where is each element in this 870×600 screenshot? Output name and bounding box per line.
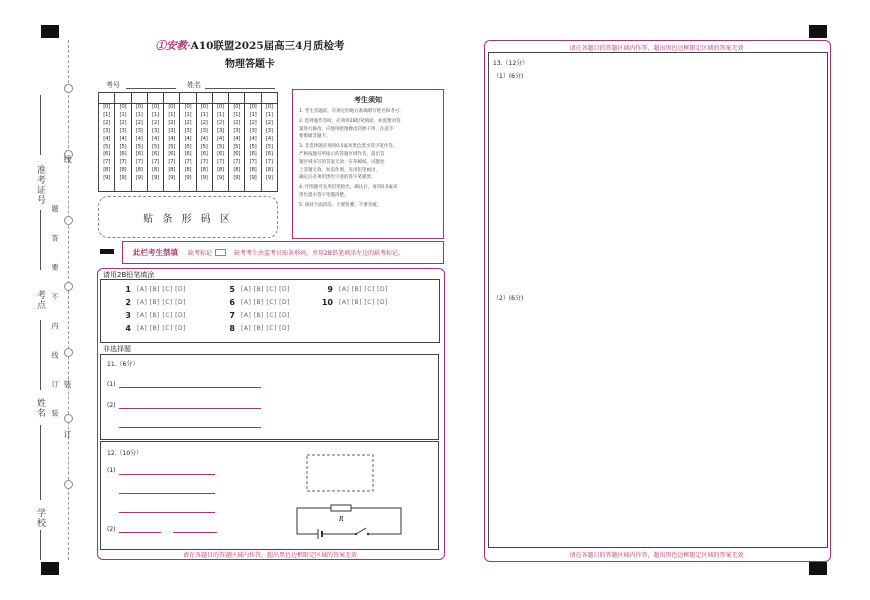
left-footer-warning: 请在各题目的答题区域内作答，超出黑色边框限定区域的答案无效 bbox=[182, 552, 357, 559]
grid-digit-bubble[interactable]: [5] bbox=[135, 143, 143, 150]
grid-write-cell[interactable] bbox=[99, 93, 114, 104]
side-exam-site-label: 考点 bbox=[35, 290, 45, 310]
grid-digit-bubble[interactable]: [3] bbox=[233, 127, 241, 134]
grid-digit-bubble[interactable]: [9] bbox=[184, 175, 192, 182]
grid-digit-bubble[interactable]: [6] bbox=[135, 151, 143, 158]
mc-option-bubbles[interactable]: [A] [B] [C] [D] bbox=[241, 286, 290, 293]
exam-notes bbox=[292, 89, 444, 239]
notes-line: 黑色墨水签字笔描清楚。 bbox=[299, 192, 349, 198]
grid-write-cell[interactable] bbox=[213, 93, 228, 104]
notes-title: 考生须知 bbox=[354, 96, 382, 104]
grid-digit-bubble[interactable]: [0] bbox=[103, 104, 110, 110]
grid-digit-bubble[interactable]: [0] bbox=[249, 104, 257, 110]
circuit-dashed-box bbox=[307, 455, 373, 491]
grid-digit-bubble[interactable]: [9] bbox=[168, 175, 176, 182]
grid-digit-bubble[interactable]: [0] bbox=[168, 104, 176, 110]
grid-digit-bubble[interactable]: [3] bbox=[200, 127, 208, 134]
notes-line: 2. 选择题作答时，必须用2B铅笔填涂，如需要对答 bbox=[299, 118, 401, 124]
grid-digit-bubble[interactable]: [0] bbox=[233, 104, 241, 110]
grid-digit-bubble[interactable]: [8] bbox=[168, 167, 176, 174]
grid-digit-bubble[interactable]: [2] bbox=[103, 119, 110, 126]
mc-question-number: 3 bbox=[125, 311, 131, 320]
grid-digit-bubble[interactable]: [7] bbox=[184, 159, 192, 166]
binding-hole bbox=[64, 348, 73, 357]
grid-digit-bubble[interactable]: [8] bbox=[200, 167, 208, 174]
grid-digit-bubble[interactable]: [1] bbox=[119, 111, 127, 118]
grid-digit-bubble[interactable]: [6] bbox=[184, 151, 192, 158]
grid-digit-bubble[interactable]: [1] bbox=[217, 111, 224, 118]
card-title: 物理答题卡 bbox=[225, 59, 275, 70]
grid-digit-bubble[interactable]: [6] bbox=[119, 151, 127, 158]
exam-no-label: 考号 bbox=[106, 81, 120, 89]
mc-question-number: 8 bbox=[229, 324, 235, 333]
grid-column bbox=[245, 93, 261, 191]
exam-no-line[interactable] bbox=[126, 88, 176, 89]
notes-line: 题区域书写的答案无效；在草稿纸、试题卷 bbox=[299, 159, 385, 165]
grid-digit-bubble[interactable]: [8] bbox=[265, 167, 273, 174]
mc-option-bubbles[interactable]: [A] [B] [C] [D] bbox=[241, 325, 290, 332]
name-label: 姓名 bbox=[187, 81, 201, 89]
mc-question-3 bbox=[119, 311, 186, 320]
notes-line: 4. 作图题可先用铅笔绘出，确认后，再用0.5毫米 bbox=[299, 185, 398, 191]
grid-digit-bubble[interactable]: [3] bbox=[265, 127, 273, 134]
side-line-char: 线 bbox=[63, 155, 72, 164]
grid-digit-bubble[interactable]: [7] bbox=[200, 159, 208, 166]
grid-digit-bubble[interactable]: [4] bbox=[152, 135, 159, 142]
mc-question-number: 10 bbox=[321, 298, 333, 307]
q11-answer-line[interactable] bbox=[119, 387, 261, 388]
grid-digit-bubble[interactable]: [8] bbox=[217, 167, 224, 174]
side-binding-char: 装 bbox=[63, 380, 72, 389]
circuit-wire bbox=[351, 508, 401, 534]
side-staple-char: 订 bbox=[63, 430, 72, 439]
grid-digit-bubble[interactable]: [4] bbox=[249, 135, 257, 142]
notes-list bbox=[293, 108, 443, 210]
circuit-wire bbox=[297, 508, 331, 522]
question-11-box bbox=[100, 354, 439, 440]
grid-digit-bubble[interactable]: [0] bbox=[184, 104, 192, 110]
grid-digit-bubble[interactable]: [6] bbox=[217, 151, 224, 158]
grid-write-cell[interactable] bbox=[245, 93, 260, 104]
mc-option-bubbles[interactable]: [A] [B] [C] [D] bbox=[137, 286, 186, 293]
exam-number-grid[interactable] bbox=[98, 92, 278, 192]
notes-line: 要擦破答题卡。 bbox=[299, 134, 331, 140]
mc-question-6 bbox=[223, 298, 290, 307]
grid-digit-bubble[interactable]: [2] bbox=[184, 119, 192, 126]
grid-write-cell[interactable] bbox=[132, 93, 147, 104]
grid-digit-bubble[interactable]: [9] bbox=[103, 175, 110, 182]
grid-column bbox=[213, 93, 229, 191]
divider bbox=[40, 425, 41, 500]
grid-digit-bubble[interactable]: [7] bbox=[152, 159, 159, 166]
notes-line: 上答题无效。如需作图，先用铅笔画出， bbox=[299, 167, 380, 173]
q11-part2-label: (2) bbox=[107, 402, 116, 409]
binding-hole bbox=[64, 216, 73, 225]
notes-line: 3. 非选择题必须用0.5毫米黑色墨水签字笔作答。 bbox=[299, 144, 398, 150]
grid-digit-bubble[interactable]: [8] bbox=[184, 167, 192, 174]
grid-digit-bubble[interactable]: [7] bbox=[168, 159, 176, 166]
mc-question-10 bbox=[321, 298, 388, 307]
grid-digit-bubble[interactable]: [3] bbox=[168, 127, 176, 134]
side-exam-no-label: 准考证号 bbox=[35, 165, 45, 205]
grid-digit-bubble[interactable]: [1] bbox=[233, 111, 241, 118]
registration-mark bbox=[41, 562, 59, 575]
q12-part2-label: (2) bbox=[107, 526, 116, 533]
mc-question-7 bbox=[223, 311, 290, 320]
mc-option-bubbles[interactable]: [A] [B] [C] [D] bbox=[241, 312, 290, 319]
grid-digit-bubble[interactable]: [9] bbox=[249, 175, 257, 182]
q12-answer-line[interactable] bbox=[119, 512, 215, 513]
grid-column bbox=[180, 93, 196, 191]
grid-digit-bubble[interactable]: [9] bbox=[135, 175, 143, 182]
mc-question-2 bbox=[119, 298, 186, 307]
notes-line: 确定后必须用黑色字迹的签字笔描黑。 bbox=[299, 175, 376, 181]
mc-question-1 bbox=[119, 285, 186, 294]
grid-digit-bubble[interactable]: [1] bbox=[249, 111, 257, 118]
grid-digit-bubble[interactable]: [3] bbox=[152, 127, 159, 134]
multiple-choice-box bbox=[100, 279, 440, 343]
q13-part2-label: （2）(6分) bbox=[493, 295, 524, 302]
grid-digit-bubble[interactable]: [5] bbox=[103, 143, 110, 150]
switch-pivot bbox=[355, 533, 357, 535]
q11-title: 11.（6分） bbox=[107, 361, 139, 368]
logo: ①安教· bbox=[155, 40, 191, 52]
mc-option-bubbles[interactable]: [A] [B] [C] [D] bbox=[339, 299, 388, 306]
q11-answer-line[interactable] bbox=[119, 408, 261, 409]
grid-digit-bubble[interactable]: [9] bbox=[152, 175, 159, 182]
mc-option-bubbles[interactable]: [A] [B] [C] [D] bbox=[241, 299, 290, 306]
mc-question-number: 7 bbox=[229, 311, 235, 320]
registration-mark bbox=[41, 25, 59, 38]
grid-digit-bubble[interactable]: [3] bbox=[135, 127, 143, 134]
staff-only-banner bbox=[122, 241, 444, 264]
mc-question-number: 5 bbox=[229, 285, 235, 294]
grid-digit-bubble[interactable]: [4] bbox=[103, 135, 110, 142]
grid-digit-bubble[interactable]: [6] bbox=[265, 151, 273, 158]
mc-option-bubbles[interactable]: [A] [B] [C] [D] bbox=[137, 325, 186, 332]
grid-digit-bubble[interactable]: [7] bbox=[233, 159, 241, 166]
side-name-label: 姓名 bbox=[35, 398, 45, 418]
absent-checkbox[interactable] bbox=[215, 249, 226, 256]
grid-digit-bubble[interactable]: [8] bbox=[249, 167, 257, 174]
grid-digit-bubble[interactable]: [5] bbox=[200, 143, 208, 150]
circuit-wire bbox=[297, 522, 318, 534]
q12-answer-line[interactable] bbox=[173, 532, 217, 533]
right-header-warning: 请在各题目的答题区域内作答，超出黑色边框限定区域的答案无效 bbox=[569, 45, 744, 52]
grid-digit-bubble[interactable]: [6] bbox=[168, 151, 176, 158]
divider bbox=[40, 210, 41, 270]
resistor-label: R bbox=[339, 516, 344, 523]
grid-digit-bubble[interactable]: [2] bbox=[265, 119, 273, 126]
divider bbox=[40, 530, 41, 560]
grid-digit-bubble[interactable]: [9] bbox=[233, 175, 241, 182]
grid-digit-bubble[interactable]: [4] bbox=[265, 135, 273, 142]
exam-title-text: A10联盟2025届高三4月质检考 bbox=[190, 40, 345, 52]
grid-digit-bubble[interactable]: [5] bbox=[184, 143, 192, 150]
notes-line: 严格按题号所指示的答题区域作答，超出答 bbox=[299, 151, 385, 157]
grid-digit-bubble[interactable]: [0] bbox=[217, 104, 224, 110]
grid-digit-bubble[interactable]: [2] bbox=[233, 119, 241, 126]
grid-digit-bubble[interactable]: [3] bbox=[249, 127, 257, 134]
grid-column bbox=[148, 93, 164, 191]
grid-digit-bubble[interactable]: [4] bbox=[184, 135, 192, 142]
notes-line: 5. 保持卡面清洁，不要折叠、不要弄破。 bbox=[299, 202, 382, 208]
forbid-label: 此栏考生禁填 bbox=[133, 248, 178, 257]
q12-part1-label: (1) bbox=[107, 467, 116, 474]
mc-question-number: 6 bbox=[229, 298, 235, 307]
grid-digit-bubble[interactable]: [0] bbox=[152, 104, 159, 110]
grid-digit-bubble[interactable]: [2] bbox=[119, 119, 127, 126]
grid-digit-bubble[interactable]: [9] bbox=[217, 175, 224, 182]
grid-digit-bubble[interactable]: [5] bbox=[265, 143, 273, 150]
grid-digit-bubble[interactable]: [5] bbox=[119, 143, 127, 150]
circuit-diagram bbox=[291, 452, 411, 542]
mc-question-number: 1 bbox=[125, 285, 131, 294]
grid-write-cell[interactable] bbox=[115, 93, 130, 104]
grid-column bbox=[164, 93, 180, 191]
question-13-box[interactable] bbox=[488, 52, 828, 548]
grid-digit-bubble[interactable]: [2] bbox=[168, 119, 176, 126]
grid-column bbox=[262, 93, 277, 191]
q13-title: 13.（12分） bbox=[493, 60, 529, 67]
grid-digit-bubble[interactable]: [4] bbox=[233, 135, 241, 142]
mc-question-number: 4 bbox=[125, 324, 131, 333]
grid-digit-bubble[interactable]: [3] bbox=[103, 127, 110, 134]
grid-digit-bubble[interactable]: [2] bbox=[152, 119, 159, 126]
grid-digit-bubble[interactable]: [8] bbox=[135, 167, 143, 174]
binding-hole bbox=[64, 414, 73, 423]
q13-part1-label: （1）(6分) bbox=[493, 73, 524, 80]
grid-digit-bubble[interactable]: [2] bbox=[217, 119, 224, 126]
grid-digit-bubble[interactable]: [9] bbox=[265, 175, 273, 182]
grid-digit-bubble[interactable]: [5] bbox=[152, 143, 159, 150]
mc-question-5 bbox=[223, 285, 290, 294]
grid-digit-bubble[interactable]: [0] bbox=[200, 104, 208, 110]
absent-note: 缺考考生由监考员贴条形码，并用2B铅笔填涂左边的缺考标记。 bbox=[234, 250, 404, 257]
q12-title: 12.（10分） bbox=[107, 450, 143, 457]
mc-question-9 bbox=[321, 285, 388, 294]
grid-digit-bubble[interactable]: [8] bbox=[233, 167, 241, 174]
grid-digit-bubble[interactable]: [6] bbox=[200, 151, 208, 158]
grid-digit-bubble[interactable]: [1] bbox=[103, 111, 110, 118]
grid-digit-bubble[interactable]: [7] bbox=[135, 159, 143, 166]
grid-digit-bubble[interactable]: [4] bbox=[217, 135, 224, 142]
binding-hole bbox=[64, 480, 73, 489]
grid-digit-bubble[interactable]: [1] bbox=[135, 111, 143, 118]
mc-option-bubbles[interactable]: [A] [B] [C] [D] bbox=[137, 299, 186, 306]
divider bbox=[40, 95, 41, 155]
grid-column bbox=[197, 93, 213, 191]
grid-digit-bubble[interactable]: [8] bbox=[152, 167, 159, 174]
exam-title bbox=[130, 38, 370, 53]
grid-digit-bubble[interactable]: [3] bbox=[184, 127, 192, 134]
q11-part1-label: (1) bbox=[107, 381, 116, 388]
grid-column bbox=[229, 93, 245, 191]
binding-hole bbox=[64, 84, 73, 93]
grid-write-cell[interactable] bbox=[229, 93, 244, 104]
mc-question-8 bbox=[223, 324, 290, 333]
grid-digit-bubble[interactable]: [2] bbox=[249, 119, 257, 126]
grid-digit-bubble[interactable]: [5] bbox=[217, 143, 224, 150]
mc-option-bubbles[interactable]: [A] [B] [C] [D] bbox=[137, 312, 186, 319]
grid-column bbox=[99, 93, 115, 191]
grid-digit-bubble[interactable]: [0] bbox=[265, 104, 273, 110]
grid-digit-bubble[interactable]: [9] bbox=[119, 175, 127, 182]
grid-digit-bubble[interactable]: [5] bbox=[249, 143, 257, 150]
registration-mark bbox=[809, 25, 827, 38]
switch-contact bbox=[367, 533, 369, 535]
grid-digit-bubble[interactable]: [6] bbox=[152, 151, 159, 158]
grid-digit-bubble[interactable]: [4] bbox=[200, 135, 208, 142]
barcode-area: 贴 条 形 码 区 bbox=[98, 196, 278, 238]
grid-digit-bubble[interactable]: [1] bbox=[168, 111, 176, 118]
grid-digit-bubble[interactable]: [4] bbox=[119, 135, 127, 142]
grid-digit-bubble[interactable]: [7] bbox=[249, 159, 257, 166]
grid-digit-bubble[interactable]: [6] bbox=[103, 151, 110, 158]
black-marker-bar bbox=[100, 249, 114, 254]
grid-write-cell[interactable] bbox=[197, 93, 212, 104]
q12-answer-line[interactable] bbox=[119, 493, 215, 494]
mc-question-4 bbox=[119, 324, 186, 333]
side-dashed-warning: 题 答 要 不 内 线 订 装 bbox=[51, 205, 59, 427]
grid-digit-bubble[interactable]: [1] bbox=[152, 111, 159, 118]
grid-digit-bubble[interactable]: [9] bbox=[200, 175, 208, 182]
grid-column bbox=[132, 93, 148, 191]
mc-question-number: 9 bbox=[327, 285, 333, 294]
grid-digit-bubble[interactable]: [0] bbox=[119, 104, 127, 110]
grid-digit-bubble[interactable]: [2] bbox=[200, 119, 208, 126]
grid-digit-bubble[interactable]: [5] bbox=[233, 143, 241, 150]
absent-label: 缺考标记 bbox=[188, 250, 213, 257]
grid-digit-bubble[interactable]: [5] bbox=[168, 143, 176, 150]
grid-digit-bubble[interactable]: [1] bbox=[184, 111, 192, 118]
resistor bbox=[331, 505, 351, 511]
grid-digit-bubble[interactable]: [4] bbox=[135, 135, 143, 142]
question-12-box bbox=[100, 441, 439, 550]
grid-digit-bubble[interactable]: [2] bbox=[135, 119, 143, 126]
side-school-label: 学校 bbox=[35, 508, 45, 528]
divider bbox=[40, 320, 41, 390]
grid-digit-bubble[interactable]: [4] bbox=[168, 135, 176, 142]
grid-digit-bubble[interactable]: [8] bbox=[119, 167, 127, 174]
name-line[interactable] bbox=[205, 88, 275, 89]
grid-digit-bubble[interactable]: [1] bbox=[265, 111, 273, 118]
notes-line: 1. 考生答题前，在规定的地方准确填写姓名和考号。 bbox=[299, 109, 404, 114]
grid-digit-bubble[interactable]: [7] bbox=[217, 159, 224, 166]
grid-digit-bubble[interactable]: [0] bbox=[135, 104, 143, 110]
right-footer-warning: 请在各题目的答题区域内作答，超出黑色边框限定区域的答案无效 bbox=[569, 552, 744, 559]
grid-digit-bubble[interactable]: [3] bbox=[119, 127, 127, 134]
grid-column bbox=[115, 93, 131, 191]
binding-hole bbox=[64, 282, 73, 291]
grid-digit-bubble[interactable]: [6] bbox=[249, 151, 257, 158]
switch bbox=[356, 528, 366, 534]
grid-write-cell[interactable] bbox=[164, 93, 179, 104]
mc-option-bubbles[interactable]: [A] [B] [C] [D] bbox=[339, 286, 388, 293]
nonchoice-label: 非选择题 bbox=[103, 345, 131, 353]
grid-digit-bubble[interactable]: [1] bbox=[200, 111, 208, 118]
q12-answer-line[interactable] bbox=[119, 532, 161, 533]
grid-digit-bubble[interactable]: [6] bbox=[233, 151, 241, 158]
q12-answer-line[interactable] bbox=[119, 474, 215, 475]
mc-question-number: 2 bbox=[125, 298, 131, 307]
grid-digit-bubble[interactable]: [7] bbox=[265, 159, 273, 166]
grid-digit-bubble[interactable]: [7] bbox=[103, 159, 110, 166]
mc-label: 请用2B铅笔填涂 bbox=[103, 271, 155, 279]
grid-digit-bubble[interactable]: [7] bbox=[119, 159, 127, 166]
grid-write-cell[interactable] bbox=[180, 93, 195, 104]
grid-digit-bubble[interactable]: [8] bbox=[103, 167, 110, 174]
grid-write-cell[interactable] bbox=[262, 93, 277, 104]
grid-write-cell[interactable] bbox=[148, 93, 163, 104]
q11-answer-line[interactable] bbox=[119, 427, 261, 428]
grid-digit-bubble[interactable]: [3] bbox=[217, 127, 224, 134]
notes-line: 案进行修改，应使用绘图橡皮轻擦干净，注意不 bbox=[299, 126, 394, 132]
registration-mark bbox=[809, 562, 827, 575]
